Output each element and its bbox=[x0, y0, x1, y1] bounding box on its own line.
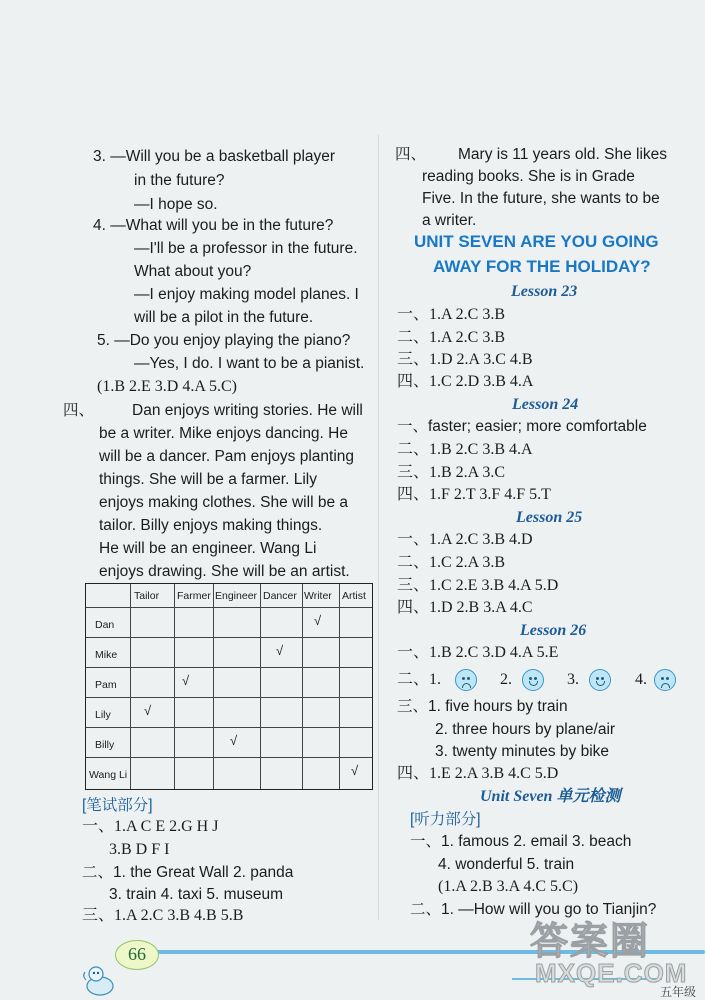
watermark-url: MXQE.COM bbox=[535, 958, 688, 988]
written-q1-line2: 3.B D F I bbox=[109, 841, 170, 858]
passage-line: Mary is 11 years old. She likes bbox=[458, 146, 668, 163]
passage-line: will be a dancer. Pam enjoys planting bbox=[99, 448, 355, 465]
lesson-24-heading: Lesson 24 bbox=[512, 396, 579, 413]
check-mark-dan-writer: √ bbox=[314, 613, 322, 628]
table-row-label: Billy bbox=[95, 739, 115, 751]
table-header: Tailor bbox=[134, 590, 160, 602]
lesson-25-answer: 二、1.C 2.A 3.B bbox=[397, 554, 506, 571]
lesson-25-heading: Lesson 25 bbox=[516, 509, 583, 526]
check-mark-billy-engineer: √ bbox=[230, 733, 238, 748]
q5-answers: (1.B 2.E 3.D 4.A 5.C) bbox=[97, 378, 237, 395]
lesson-23-heading: Lesson 23 bbox=[511, 283, 578, 300]
lesson-23-answer: 一、1.A 2.C 3.B bbox=[397, 306, 506, 323]
happy-face-icon bbox=[522, 669, 544, 691]
written-q2-line1: 二、1. the Great Wall 2. panda bbox=[82, 864, 294, 881]
q3-line1: 3. —Will you be a basketball player bbox=[93, 148, 336, 165]
lesson-24-answer: 一、faster; easier; more comfortable bbox=[397, 418, 647, 435]
page-fold bbox=[378, 135, 379, 920]
lesson-26-faces-label: 二、1. bbox=[397, 671, 442, 688]
q5-line2: —Yes, I do. I want to be a pianist. bbox=[134, 355, 365, 372]
lesson-26-answer: 一、1.B 2.C 3.D 4.A 5.E bbox=[397, 644, 559, 661]
lesson-23-answer: 四、1.C 2.D 3.B 4.A bbox=[397, 373, 534, 390]
passage-line: He will be an engineer. Wang Li bbox=[99, 540, 317, 557]
q3-line3: —I hope so. bbox=[134, 196, 218, 213]
listening-q1-line3: (1.A 2.B 3.A 4.C 5.C) bbox=[438, 878, 579, 895]
listening-q2-line1: 二、1. —How will you go to Tianjin? bbox=[410, 901, 657, 918]
sad-face-icon bbox=[455, 669, 477, 691]
passage-line: Five. In the future, she wants to be bbox=[422, 190, 660, 207]
lesson-25-answer: 三、1.C 2.E 3.B 4.A 5.D bbox=[397, 577, 559, 594]
q4-line1: 4. —What will you be in the future? bbox=[93, 217, 334, 234]
passage-line: enjoys making clothes. She will be a bbox=[99, 494, 348, 511]
check-mark-lily-tailor: √ bbox=[144, 703, 152, 718]
check-mark-wangli-artist: √ bbox=[351, 763, 359, 778]
listening-section-tag: [听力部分] bbox=[410, 811, 481, 828]
unit-title-line2: AWAY FOR THE HOLIDAY? bbox=[433, 257, 651, 276]
face-number-2: 2. bbox=[500, 671, 512, 688]
table-header: Writer bbox=[304, 590, 332, 602]
written-q3-line1: 三、1.A 2.C 3.B 4.B 5.B bbox=[82, 907, 244, 924]
q4-line5: will be a pilot in the future. bbox=[134, 309, 314, 326]
lesson-26-answer: 三、1. five hours by train bbox=[397, 698, 568, 715]
lesson-26-answer: 2. three hours by plane/air bbox=[435, 721, 616, 738]
face-number-4: 4. bbox=[635, 671, 647, 688]
page-number-badge: 66 bbox=[115, 940, 159, 970]
table-row-label: Dan bbox=[95, 619, 115, 631]
mascot-icon bbox=[80, 962, 120, 996]
passage-line: enjoys drawing. She will be an artist. bbox=[99, 563, 350, 580]
written-q1-line1: 一、1.A C E 2.G H J bbox=[82, 818, 219, 835]
q3-line2: in the future? bbox=[134, 172, 225, 189]
grade-label: 五年级 bbox=[660, 985, 697, 999]
table-header: Engineer bbox=[215, 590, 258, 602]
lesson-26-heading: Lesson 26 bbox=[520, 622, 587, 639]
table-row-label: Lily bbox=[95, 709, 111, 721]
sad-face-icon bbox=[654, 669, 676, 691]
q5-line1: 5. —Do you enjoy playing the piano? bbox=[97, 332, 351, 349]
table-header: Artist bbox=[342, 590, 366, 602]
happy-face-icon bbox=[589, 669, 611, 691]
passage-line: reading books. She is in Grade bbox=[422, 168, 635, 185]
listening-q1-line2: 4. wonderful 5. train bbox=[438, 856, 575, 873]
written-q2-line2: 3. train 4. taxi 5. museum bbox=[109, 886, 284, 903]
passage-line: be a writer. Mike enjoys dancing. He bbox=[99, 425, 348, 442]
q4-line3: What about you? bbox=[134, 263, 252, 280]
q4-line2: —I'll be a professor in the future. bbox=[134, 240, 358, 257]
table-header: Farmer bbox=[177, 590, 211, 602]
lesson-23-answer: 二、1.A 2.C 3.B bbox=[397, 329, 506, 346]
lesson-25-answer: 四、1.D 2.B 3.A 4.C bbox=[397, 599, 533, 616]
check-mark-mike-dancer: √ bbox=[276, 643, 284, 658]
passage-line: tailor. Billy enjoys making things. bbox=[99, 517, 323, 534]
lesson-25-answer: 一、1.A 2.C 3.B 4.D bbox=[397, 531, 533, 548]
section-marker-4-right: 四、 bbox=[395, 146, 427, 163]
table-header: Dancer bbox=[263, 590, 297, 602]
passage-line: Dan enjoys writing stories. He will bbox=[132, 402, 363, 419]
listening-q1-line1: 一、1. famous 2. email 3. beach bbox=[410, 833, 632, 850]
jobs-table bbox=[85, 583, 373, 790]
lesson-23-answer: 三、1.D 2.A 3.C 4.B bbox=[397, 351, 533, 368]
watermark-logo: 答案圈 bbox=[530, 921, 651, 963]
unit-test-heading: Unit Seven 单元检测 bbox=[480, 788, 621, 805]
unit-title-line1: UNIT SEVEN ARE YOU GOING bbox=[414, 232, 659, 251]
face-number-3: 3. bbox=[567, 671, 579, 688]
lesson-24-answer: 二、1.B 2.C 3.B 4.A bbox=[397, 441, 533, 458]
passage-line: things. She will be a farmer. Lily bbox=[99, 471, 317, 488]
passage-line: a writer. bbox=[422, 212, 477, 229]
q4-line4: —I enjoy making model planes. I bbox=[134, 286, 359, 303]
section-marker-4: 四、 bbox=[63, 402, 95, 419]
lesson-24-answer: 四、1.F 2.T 3.F 4.F 5.T bbox=[397, 486, 551, 503]
check-mark-pam-farmer: √ bbox=[182, 673, 190, 688]
lesson-26-answer: 3. twenty minutes by bike bbox=[435, 743, 610, 760]
lesson-26-answer: 四、1.E 2.A 3.B 4.C 5.D bbox=[397, 765, 559, 782]
table-row-label: Wang Li bbox=[89, 769, 128, 781]
lesson-24-answer: 三、1.B 2.A 3.C bbox=[397, 464, 506, 481]
table-row-label: Mike bbox=[95, 649, 118, 661]
written-section-tag: [笔试部分] bbox=[82, 797, 153, 814]
table-row-label: Pam bbox=[95, 679, 117, 691]
